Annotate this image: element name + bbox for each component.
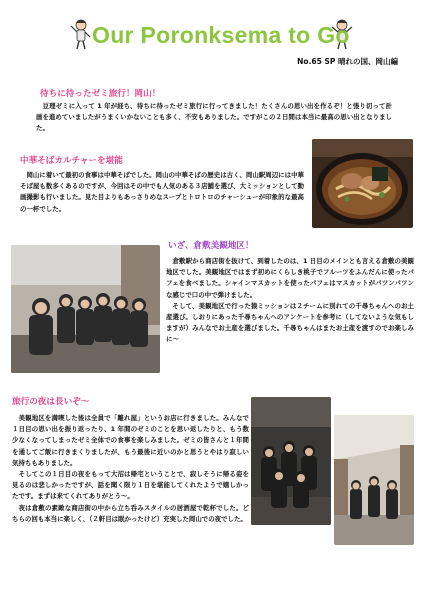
ramen-photo xyxy=(312,139,413,228)
chuka-heading: 中華そばカルチャーを堪能 xyxy=(20,156,123,166)
chuka-body: 岡山に着いて最初の食事は中華そばでした。岡山の中華そばの歴史は古く、岡山駅周辺には中華そば屋も数多くあるのですが、今回はその中でも人気のある３店舗を選び、大ミッションとして動画撮影も行いました。見た目よりもあっさりめなスープとトロトロのチャーシューが印象的な最高の一杯でした。 xyxy=(20,171,304,213)
kurashiki-body: 倉敷駅から商店街を抜けて、到着したのは、1 日目のメインとも言える倉敷の美観地区でした。美観地区ではまず初めにくらしき桃子でフルーツをふんだんに使ったパフェを食べました。シャインマスカットを使ったパフェはマスカットがパツンパツンな感じで口の中で弾けました。 そして、美観地区で行った猿ミッションは２チームに別れての千尋ちゃんへのお土産選び。しおりにあった千尋ちゃんへのアンケートを参考に（してないような気もしますが）みんなでお土産を選びました。千尋ちゃんはまたお土産を渡すのでお楽しみに〜 xyxy=(166,257,414,344)
group-photo-restaurant xyxy=(251,397,331,525)
night-heading: 旅行の夜は長いぞ〜 xyxy=(12,397,90,407)
group-photo-street xyxy=(11,245,160,373)
group-photo-arcade xyxy=(334,415,414,545)
night-body: 美観地区を満喫した後は全員で「離れ屋」というお店に行きました。みんなで１日目の思い出を振り返ったり、1 年間のゼミのことを思い返したりと、もう数少なくなってしまったゼミ全体での食事を楽しみました。ゼミの皆さんと１年間を通してご飯に行きまくりましたが、もう最後に近いのかと思うとやはり寂しい気持ちもありました。 そしてこの１日目の夜をもって大沼は帰宅ということで、寂しそうに帰る姿を見るのは悲しかったですが、話を聞く限り１日を堪能してくれたようで嬉しかったです。まずは来てくれてありがとう〜。 夜は倉敷の素敵な商店街の中から立ち呑みスタイルの居酒屋で乾杯でした。どちらの回も本当に楽しく、（２軒目は眠かったけど）充実した岡山での夜でした。 xyxy=(12,414,249,523)
mascot-left-icon xyxy=(70,18,92,50)
issue-label: No.65 SP 晴れの国、岡山編 xyxy=(297,57,398,66)
kurashiki-heading: いざ、倉敷美観地区！ xyxy=(168,241,254,251)
newsletter-title: Our Poronksema to Go xyxy=(92,22,350,48)
intro-heading: 待ちに待ったゼミ旅行！岡山！ xyxy=(40,89,161,99)
intro-body: 豆理ゼミに入って 1 年が経ち、待ちに待ったゼミ旅行に行ってきました！たくさんの思い出を作るぞ！と張り切って計画を進めていましたがうまくいかないことも多く、不安もありました。ですがこの２日間は本当に最高の思い出となりました。 xyxy=(36,102,392,133)
